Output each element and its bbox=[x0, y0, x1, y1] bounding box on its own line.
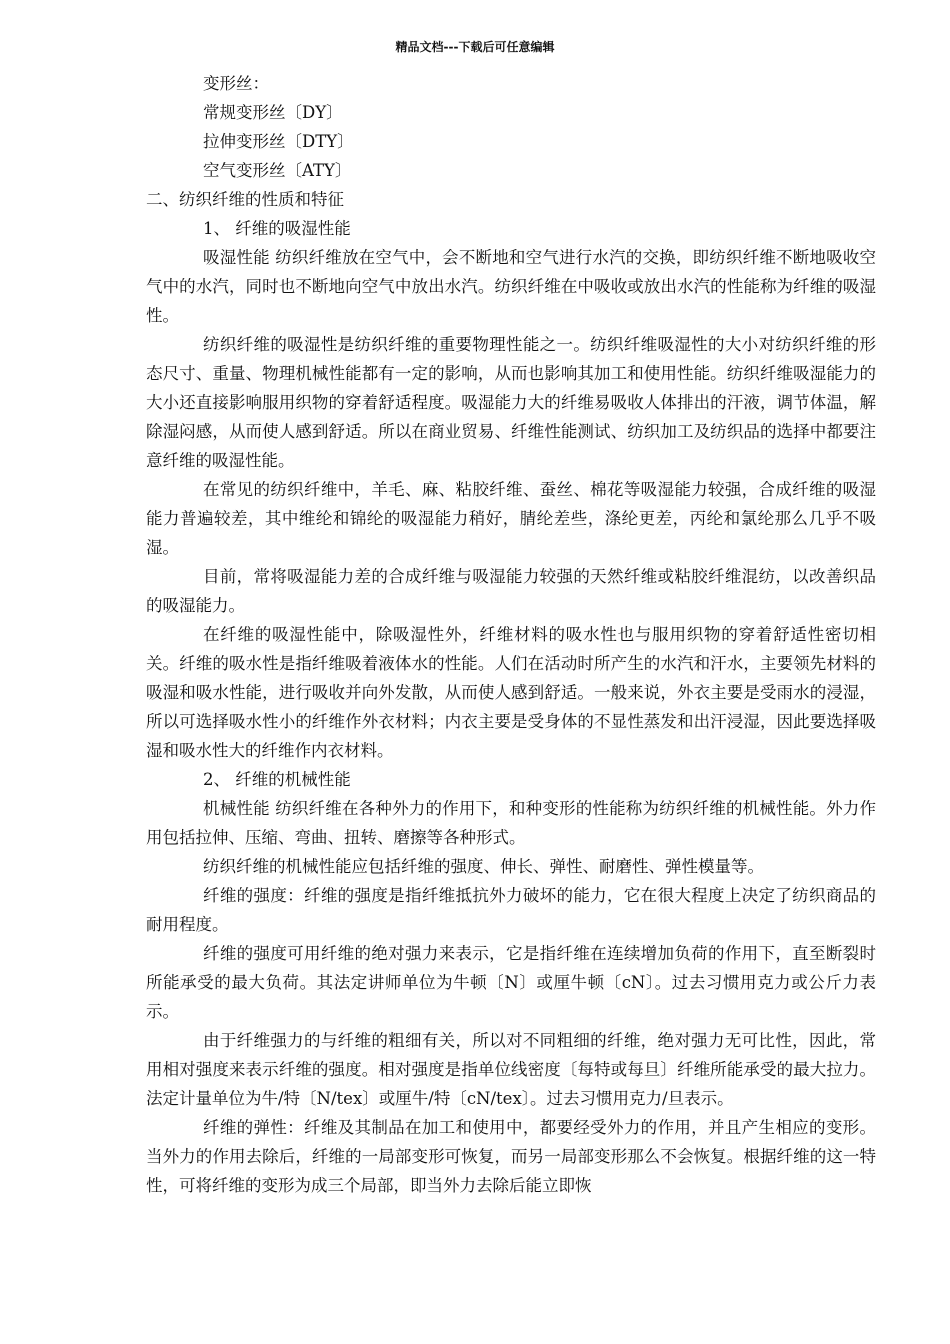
paragraph: 机械性能 纺织纤维在各种外力的作用下，和种变形的性能称为纺织纤维的机械性能。外力作用包括拉伸、压缩、弯曲、扭转、磨擦等各种形式。 bbox=[146, 799, 876, 847]
paragraph: 吸湿性能 纺织纤维放在空气中，会不断地和空气进行水汽的交换，即纺织纤维不断地吸收空气中的水汽，同时也不断地向空气中放出水汽。纺织纤维在中吸收或放出水汽的性能称为纤维的吸湿性。 bbox=[146, 248, 876, 325]
list-title: 变形丝： bbox=[203, 74, 269, 93]
document-body bbox=[146, 69, 876, 1200]
paragraph: 纤维的强度：纤维的强度是指纤维抵抗外力破坏的能力，它在很大程度上决定了纺织商品的耐用程度。 bbox=[146, 886, 876, 934]
paragraph: 纤维的强度可用纤维的绝对强力来表示，它是指纤维在连续增加负荷的作用下，直至断裂时所能承受的最大负荷。其法定讲师单位为牛顿〔N〕或厘牛顿〔cN〕。过去习惯用克力或公斤力表示。 bbox=[146, 944, 876, 1021]
paragraph: 纺织纤维的吸湿性是纺织纤维的重要物理性能之一。纺织纤维吸湿性的大小对纺织纤维的形态尺寸、重量、物理机械性能都有一定的影响，从而也影响其加工和使用性能。纺织纤维吸湿能力的大小还直接影响服用织物的穿着舒适程度。吸湿能力大的纤维易吸收人体排出的汗液，调节体温，解除湿闷感，从而使人感到舒适。所以在商业贸易、纤维性能测试、纺织加工及纺织品的选择中都要注意纤维的吸湿性能。 bbox=[146, 335, 876, 470]
paragraph: 由于纤维强力的与纤维的粗细有关，所以对不同粗细的纤维，绝对强力无可比性，因此，常用相对强度来表示纤维的强度。相对强度是指单位线密度〔每特或每旦〕纤维所能承受的最大拉力。法定计量单位为牛/特〔N/tex〕或厘牛/特〔cN/tex〕。过去习惯用克力/旦表示。 bbox=[146, 1031, 876, 1108]
list-item: 拉伸变形丝〔DTY〕 bbox=[203, 132, 354, 151]
paragraph: 纤维的弹性：纤维及其制品在加工和使用中，都要经受外力的作用，并且产生相应的变形。当外力的作用去除后，纤维的一局部变形可恢复，而另一局部变形那么不会恢复。根据纤维的这一特性，可将纤维的变形为成三个局部，即当外力去除后能立即恢 bbox=[146, 1118, 876, 1195]
page-header: 精品文档---下载后可任意编辑 bbox=[395, 40, 555, 54]
paragraph: 在纤维的吸湿性能中，除吸湿性外，纤维材料的吸水性也与服用织物的穿着舒适性密切相关。纤维的吸水性是指纤维吸着液体水的性能。人们在活动时所产生的水汽和汗水，主要领先材料的吸湿和吸水性能，进行吸收并向外发散，从而使人感到舒适。一般来说，外衣主要是受雨水的浸湿，所以可选择吸水性小的纤维作外衣材料；内衣主要是受身体的不显性蒸发和出汗浸湿，因此要选择吸湿和吸水性大的纤维作内衣材料。 bbox=[146, 625, 876, 760]
paragraph: 在常见的纺织纤维中，羊毛、麻、粘胶纤维、蚕丝、棉花等吸湿能力较强，合成纤维的吸湿能力普遍较差，其中维纶和锦纶的吸湿能力稍好，腈纶差些，涤纶更差，丙纶和氯纶那么几乎不吸湿。 bbox=[146, 480, 876, 557]
section-heading: 二、纺织纤维的性质和特征 bbox=[146, 190, 344, 209]
list-item: 常规变形丝〔DY〕 bbox=[203, 103, 343, 122]
list-item: 空气变形丝〔ATY〕 bbox=[203, 161, 352, 180]
paragraph: 目前，常将吸湿能力差的合成纤维与吸湿能力较强的天然纤维或粘胶纤维混纺，以改善织品的吸湿能力。 bbox=[146, 567, 876, 615]
subsection-heading-mechanical: 2、 纤维的机械性能 bbox=[203, 770, 351, 789]
subsection-heading-moisture: 1、 纤维的吸湿性能 bbox=[203, 219, 351, 238]
paragraph: 纺织纤维的机械性能应包括纤维的强度、伸长、弹性、耐磨性、弹性模量等。 bbox=[203, 857, 764, 876]
